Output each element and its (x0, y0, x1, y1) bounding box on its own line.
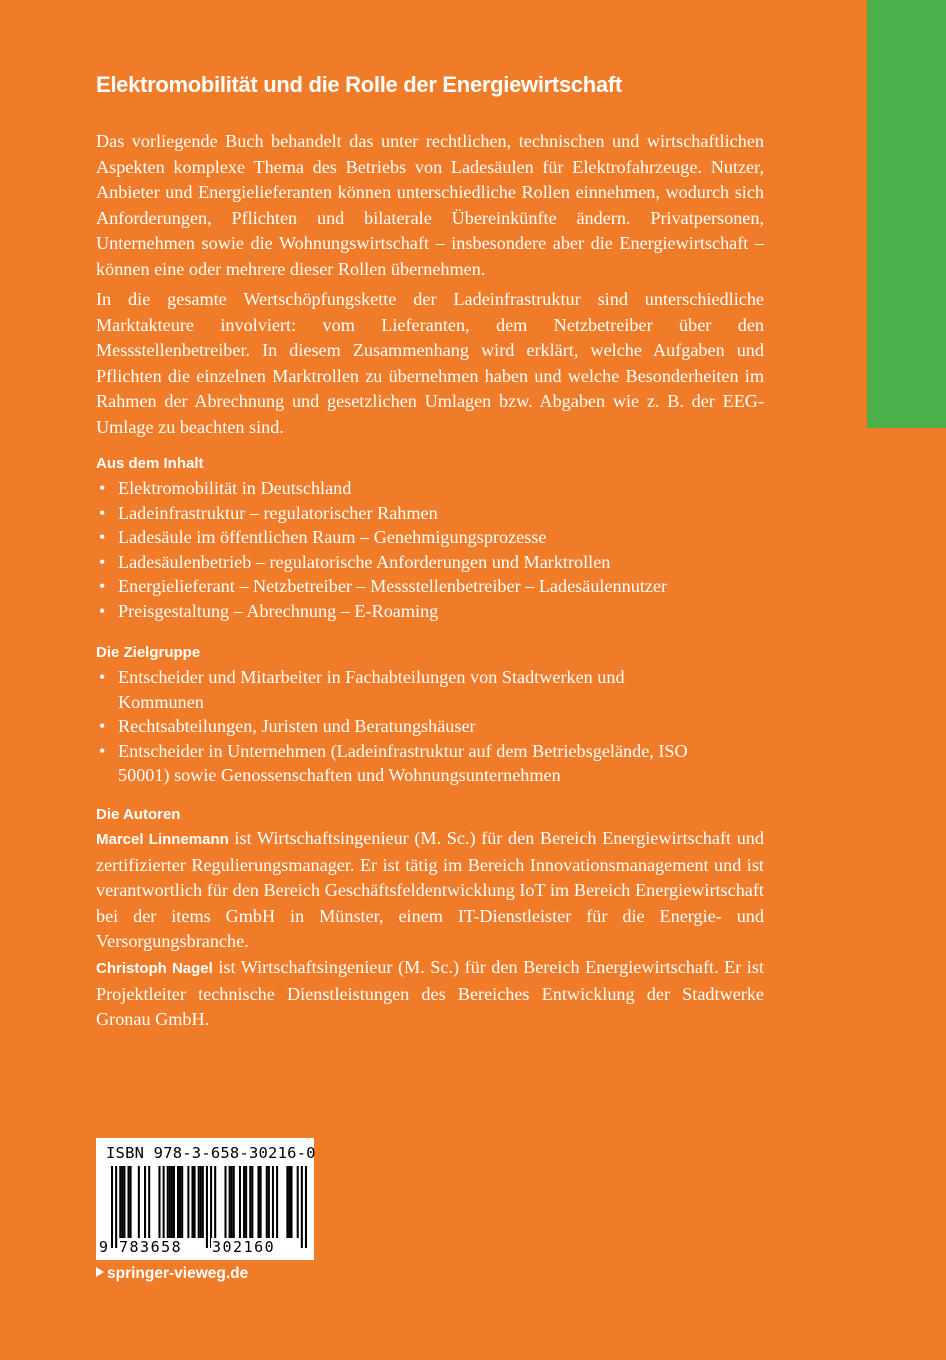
barcode-bar (121, 1166, 123, 1238)
barcode-bar (233, 1166, 235, 1238)
barcode-bar (173, 1166, 175, 1238)
barcode-bar (194, 1166, 196, 1238)
authors-heading: Die Autoren (96, 806, 181, 823)
barcode-bar (138, 1166, 140, 1238)
barcode-bar (301, 1166, 303, 1248)
barcode-bar (272, 1166, 274, 1238)
list-item (96, 501, 764, 526)
bullet-icon: • (99, 740, 106, 761)
barcode-bar (187, 1166, 189, 1238)
bullet-icon: • (99, 478, 106, 498)
list-item (96, 574, 764, 599)
barcode-bar (249, 1166, 251, 1238)
barcode-bar (181, 1166, 183, 1238)
author-name-2: Christoph Nagel (96, 959, 213, 977)
list-item-text: Preisgestaltung – Abrechnung – E-Roaming (118, 600, 439, 621)
author-name-1: Marcel Linnemann (96, 831, 229, 848)
bullet-icon: • (99, 551, 106, 572)
barcode-bar (169, 1166, 171, 1238)
barcode-bar (123, 1166, 125, 1238)
list-item-text: Ladeinfrastruktur – regulatorischer Rahmen (118, 502, 438, 523)
barcode-bar (297, 1166, 299, 1238)
barcode-bar (171, 1166, 173, 1238)
barcode-bar (245, 1166, 247, 1238)
barcode-bar (286, 1166, 288, 1238)
list-item-text: Entscheider und Mitarbeiter in Fachabteilungen von Stadtwerken und Kommunen (118, 667, 625, 712)
bullet-icon: • (99, 502, 106, 523)
barcode-bar (257, 1166, 259, 1238)
barcode-bar (148, 1166, 150, 1238)
list-item (96, 550, 764, 575)
barcode-bar (268, 1166, 270, 1238)
book-title: Elektromobilität und die Rolle der Energiewirtschaft (96, 72, 622, 97)
bullet-icon: • (99, 527, 106, 548)
list-item (96, 665, 764, 714)
bullet-icon: • (99, 576, 106, 597)
barcode-bar (167, 1166, 169, 1238)
barcode-bar (177, 1166, 179, 1238)
list-item-text: Ladesäulenbetrieb – regulatorische Anforderungen und Marktrollen (118, 551, 611, 572)
list-item (96, 476, 764, 501)
barcode-bar (144, 1166, 146, 1238)
ean-left-digits: 783658 (119, 1238, 183, 1256)
list-item-text: Energielieferant – Netzbetreiber – Messstellenbetreiber – Ladesäulennutzer (118, 576, 668, 597)
green-accent-bar (867, 0, 946, 428)
barcode-bar (276, 1166, 278, 1238)
intro-paragraph-2: In die gesamte Wertschöpfungskette der Ladeinfrastruktur sind unterschiedliche Marktakteure involviert: vom Lieferanten, dem Netzbetreiber über den Messstellenbetreiber. In diesem Zusammenhang wird erklärt, welche Aufgaben und Pflichten die einzelnen Marktrollen zu übernehmen haben und welche Besonderheiten im Rahmen der Abrechnung und gesetzlichen Umlagen bzw. Abgaben wie z. B. der EEG-Umlage zu beachten sind. (96, 289, 764, 437)
barcode-bar (202, 1166, 204, 1238)
list-item (96, 739, 764, 788)
barcode-bar (231, 1166, 233, 1238)
publisher-website-link[interactable] (96, 1265, 248, 1283)
list-item-text: Ladesäule im öffentlichen Raum – Genehmigungsprozesse (118, 527, 547, 548)
intro-paragraph-1: Das vorliegende Buch behandelt das unter rechtlichen, technischen und wirtschaftlichen Aspekten komplexe Thema des Betriebs von Ladesäulen für Elektrofahrzeuge. Nutzer, Anbieter und Energielieferanten können unterschiedliche Rollen einnehmen, wodurch sich Anforderungen, Pflichten und bilaterale Übereinkünfte ändern. Privatpersonen, Unternehmen sowie die Wohnungswirtschaft – insbesondere aber die Energiewirtschaft – können eine oder mehrere dieser Rollen übernehmen. (96, 131, 764, 279)
authors-section (96, 826, 764, 1033)
barcode-bar (210, 1166, 212, 1248)
barcode-bar (214, 1166, 216, 1238)
barcode-bar (243, 1166, 245, 1238)
isbn-barcode (96, 1138, 314, 1260)
isbn-label: ISBN 978-3-658-30216-0 (106, 1144, 316, 1162)
barcode-bar (206, 1166, 208, 1248)
barcode-bar (239, 1166, 241, 1238)
author-bio-text-2: ist Wirtschaftsingenieur (M. Sc.) für den Bereich Energiewirtschaft. Er ist Projektleiter technische Dienstleistungen des Bereiches Entwicklung der Stadtwerke Gronau GmbH. (96, 956, 764, 1030)
barcode-bar (119, 1166, 121, 1238)
arrow-right-icon (96, 1267, 104, 1277)
target-group-heading: Die Zielgruppe (96, 644, 201, 661)
ean-right-digits: 302160 (212, 1238, 276, 1256)
ean-first-digit: 9 (99, 1238, 109, 1256)
barcode-bar (290, 1166, 292, 1238)
target-group-list (96, 665, 764, 788)
list-item-text: Rechtsabteilungen, Juristen und Beratungshäuser (118, 716, 476, 737)
list-item-text: Elektromobilität in Deutschland (118, 478, 352, 498)
barcode-bar (128, 1166, 130, 1238)
barcode-bar (191, 1166, 193, 1238)
barcode-bar (158, 1166, 160, 1238)
bullet-icon: • (99, 600, 106, 621)
barcode-bar (260, 1166, 262, 1238)
list-item (96, 714, 764, 739)
barcode-bar (111, 1166, 113, 1248)
bullet-icon: • (99, 667, 106, 687)
list-item (96, 599, 764, 624)
list-item-text: Entscheider in Unternehmen (Ladeinfrastruktur auf dem Betriebsgelände, ISO 50001) sowie Genossenschaften und Wohnungsunternehmen (118, 740, 688, 786)
barcode-bar (115, 1166, 117, 1248)
barcode-bar (198, 1166, 200, 1238)
author-bio-text-1: ist Wirtschaftsingenieur (M. Sc.) für den Bereich Energiewirtschaft und zertifizierter Regulierungsmanager. Er ist tätig im Bereich Innovationsmanagement und ist verantwortlich für den Bereich Geschäftsfeldentwicklung IoT im Bereich Energiewirtschaft bei der items GmbH in Münster, einem IT-Dienstleister für die Energie- und Versorgungsbranche. (96, 828, 764, 952)
barcode-bar (266, 1166, 268, 1238)
barcode-bar (200, 1166, 202, 1238)
contents-heading: Aus dem Inhalt (96, 455, 204, 472)
author-bio-2 (96, 955, 764, 1033)
barcode-bar (288, 1166, 290, 1238)
barcode-bar (163, 1166, 165, 1238)
list-item (96, 525, 764, 550)
barcode-bars (111, 1166, 307, 1248)
barcode-bar (251, 1166, 253, 1238)
barcode-bar (130, 1166, 132, 1238)
barcode-bar (224, 1166, 226, 1238)
barcode-bar (305, 1166, 307, 1248)
bullet-icon: • (99, 716, 106, 737)
barcode-bar (179, 1166, 181, 1238)
author-bio-1 (96, 826, 764, 955)
barcode-bar (229, 1166, 231, 1238)
contents-list (96, 476, 764, 624)
website-text: springer-vieweg.de (107, 1265, 249, 1282)
